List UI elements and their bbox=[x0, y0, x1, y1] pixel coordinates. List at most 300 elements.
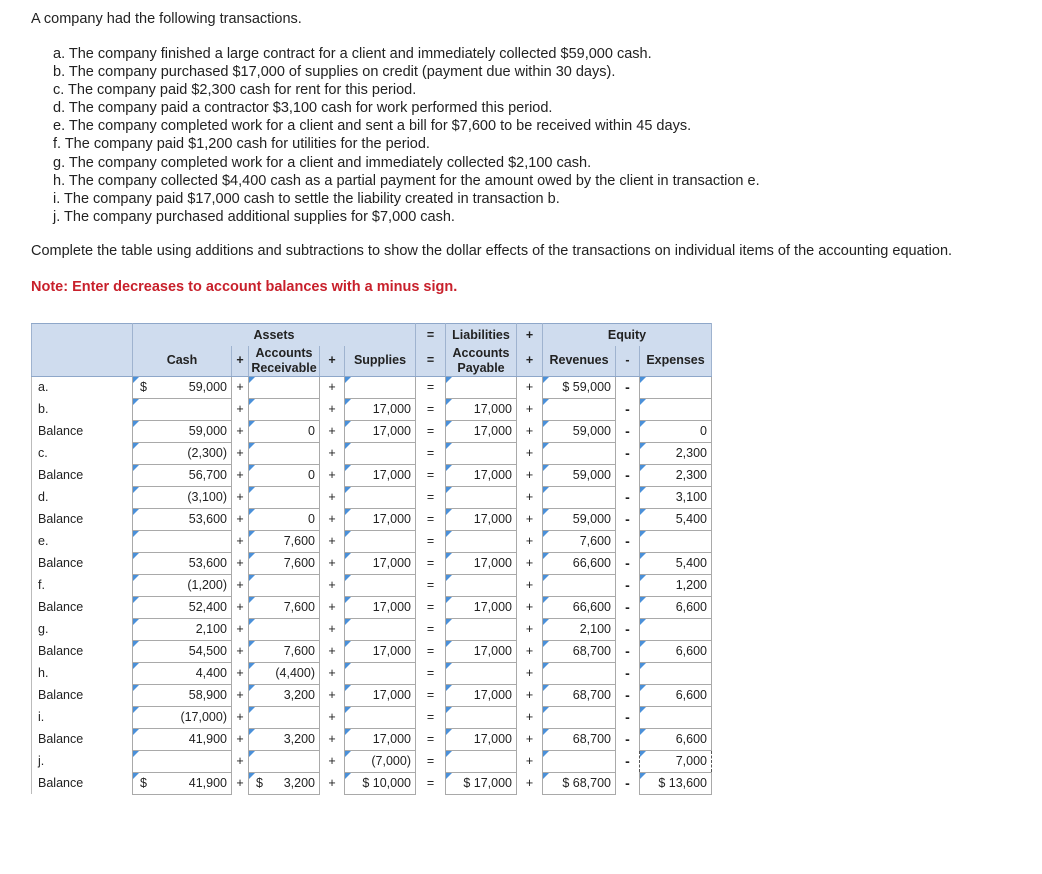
cell-value: 7,600 bbox=[283, 534, 315, 548]
expenses-cell[interactable] bbox=[640, 420, 712, 442]
transaction-b: b. The company purchased $17,000 of supplies on credit (payment due within 30 days). bbox=[53, 64, 616, 81]
equals-sign: = bbox=[426, 710, 435, 724]
cell-value: $ 13,600 bbox=[658, 776, 707, 790]
cell-value: $ 17,000 bbox=[463, 776, 512, 790]
accounts-payable-cell[interactable] bbox=[446, 420, 517, 442]
minus-sign: - bbox=[625, 511, 630, 527]
cell-value: 7,000 bbox=[675, 754, 707, 768]
table-row bbox=[32, 684, 712, 706]
row-label: e. bbox=[32, 530, 133, 552]
cell-value: 17,000 bbox=[372, 644, 411, 658]
accounts-payable-cell[interactable] bbox=[446, 640, 517, 662]
plus-sign: + bbox=[328, 490, 336, 504]
transaction-a: a. The company finished a large contract for a client and immediately collected $59,000 cash. bbox=[53, 46, 652, 62]
cell-value: 17,000 bbox=[372, 402, 411, 416]
cell-value: 2,100 bbox=[195, 622, 227, 636]
revenues-cell[interactable] bbox=[543, 618, 616, 640]
row-label: Balance bbox=[32, 464, 133, 486]
accounts-receivable-cell[interactable] bbox=[249, 464, 320, 486]
revenues-cell[interactable] bbox=[543, 662, 616, 684]
plus-sign: + bbox=[328, 776, 336, 790]
cash-cell[interactable] bbox=[133, 420, 232, 442]
revenues-cell[interactable] bbox=[543, 640, 616, 662]
row-label: j. bbox=[32, 750, 133, 772]
minus-sign: - bbox=[625, 467, 630, 483]
transaction-f: f. The company paid $1,200 cash for utilities for the period. bbox=[53, 136, 430, 153]
supplies-cell[interactable] bbox=[345, 728, 416, 750]
supplies-cell[interactable] bbox=[345, 442, 416, 464]
accounts-receivable-cell[interactable] bbox=[249, 772, 320, 794]
equals-sign: = bbox=[426, 776, 435, 790]
cell-value: 54,500 bbox=[188, 644, 227, 658]
row-label: Balance bbox=[32, 552, 133, 574]
cell-value: (3,100) bbox=[187, 490, 227, 504]
plus-sign: + bbox=[525, 578, 534, 592]
cell-value: 17,000 bbox=[473, 402, 512, 416]
cell-value: 17,000 bbox=[372, 732, 411, 746]
cell-value: 17,000 bbox=[473, 556, 512, 570]
cell-value: 0 bbox=[308, 468, 315, 482]
table-row bbox=[32, 640, 712, 662]
accounts-receivable-cell[interactable] bbox=[249, 618, 320, 640]
plus-sign: + bbox=[525, 534, 534, 548]
cash-cell[interactable] bbox=[133, 442, 232, 464]
plus-sign: + bbox=[525, 688, 534, 702]
accounts-payable-cell[interactable] bbox=[446, 376, 517, 398]
revenues-cell[interactable] bbox=[543, 376, 616, 398]
revenues-cell[interactable] bbox=[543, 442, 616, 464]
revenues-cell[interactable] bbox=[543, 706, 616, 728]
row-label: Balance bbox=[32, 508, 133, 530]
revenues-cell[interactable] bbox=[543, 464, 616, 486]
equals-sign: = bbox=[426, 644, 435, 658]
cell-value: 7,600 bbox=[283, 600, 315, 614]
supplies-cell[interactable] bbox=[345, 640, 416, 662]
table-row bbox=[32, 376, 712, 398]
expenses-cell[interactable] bbox=[640, 662, 712, 684]
expenses-cell[interactable] bbox=[640, 618, 712, 640]
equals-header: = bbox=[416, 346, 446, 377]
plus-sign: + bbox=[328, 578, 336, 592]
minus-sign: - bbox=[625, 379, 630, 396]
cell-value: 6,600 bbox=[675, 732, 707, 746]
cell-value: 59,000 bbox=[188, 380, 227, 394]
minus-sign: - bbox=[625, 687, 630, 703]
plus-sign: + bbox=[525, 710, 534, 724]
cash-cell[interactable] bbox=[133, 530, 232, 552]
cash-cell[interactable] bbox=[133, 662, 232, 684]
accounts-payable-cell[interactable] bbox=[446, 684, 517, 706]
cell-value: 58,900 bbox=[188, 688, 227, 702]
accounts-receivable-cell[interactable] bbox=[249, 486, 320, 508]
cell-value: 17,000 bbox=[473, 600, 512, 614]
cell-value: 1,200 bbox=[675, 578, 707, 592]
accounts-payable-cell[interactable] bbox=[446, 662, 517, 684]
revenues-cell[interactable] bbox=[543, 772, 616, 794]
cell-value: 2,100 bbox=[579, 622, 611, 636]
cell-value: 59,000 bbox=[572, 424, 611, 438]
accounts-receivable-cell[interactable] bbox=[249, 728, 320, 750]
transaction-e: e. The company completed work for a client and sent a bill for $7,600 to be received within 45 days. bbox=[53, 118, 692, 135]
row-label: g. bbox=[32, 618, 133, 640]
revenues-cell[interactable] bbox=[543, 574, 616, 596]
plus-sign: + bbox=[328, 732, 336, 746]
plus-sign: + bbox=[328, 512, 336, 526]
plus-sign: + bbox=[525, 622, 534, 636]
plus-sign: + bbox=[525, 600, 534, 614]
plus-sign: + bbox=[525, 556, 534, 570]
cell-value: 5,400 bbox=[675, 512, 707, 526]
cell-value: 0 bbox=[308, 424, 315, 438]
accounts-payable-cell[interactable] bbox=[446, 706, 517, 728]
minus-sign: - bbox=[625, 533, 630, 549]
plus-header: + bbox=[517, 324, 543, 346]
expenses-cell[interactable] bbox=[640, 486, 712, 508]
cash-cell[interactable] bbox=[133, 552, 232, 574]
equals-sign: = bbox=[426, 424, 435, 438]
plus-sign: + bbox=[328, 556, 336, 570]
accounts-payable-cell[interactable] bbox=[446, 398, 517, 420]
cash-cell[interactable] bbox=[133, 574, 232, 596]
table-row bbox=[32, 530, 712, 552]
supplies-cell[interactable] bbox=[345, 618, 416, 640]
accounts-receivable-cell[interactable] bbox=[249, 706, 320, 728]
plus-sign: + bbox=[525, 424, 534, 438]
cash-cell[interactable] bbox=[133, 640, 232, 662]
equals-sign: = bbox=[426, 556, 435, 570]
accounts-payable-cell[interactable] bbox=[446, 574, 517, 596]
minus-sign: - bbox=[625, 709, 630, 725]
expenses-cell[interactable] bbox=[640, 398, 712, 420]
table-row bbox=[32, 596, 712, 618]
minus-sign: - bbox=[625, 775, 630, 791]
expenses-cell[interactable] bbox=[640, 530, 712, 552]
expenses-cell[interactable] bbox=[640, 640, 712, 662]
accounts-payable-cell[interactable] bbox=[446, 508, 517, 530]
equity-header: Equity bbox=[543, 324, 712, 346]
cell-value: 68,700 bbox=[572, 644, 611, 658]
accounts-receivable-cell[interactable] bbox=[249, 442, 320, 464]
accounts-receivable-cell[interactable] bbox=[249, 750, 320, 772]
cash-cell[interactable] bbox=[133, 398, 232, 420]
plus-sign: + bbox=[328, 468, 336, 482]
cell-value: 17,000 bbox=[372, 556, 411, 570]
cash-cell[interactable] bbox=[133, 772, 232, 794]
cell-value: 59,000 bbox=[188, 424, 227, 438]
equals-sign: = bbox=[426, 688, 435, 702]
minus-sign: - bbox=[625, 665, 630, 681]
accounts-payable-cell[interactable] bbox=[446, 464, 517, 486]
supplies-cell[interactable] bbox=[345, 596, 416, 618]
accounts-receivable-cell[interactable] bbox=[249, 398, 320, 420]
accounts-receivable-cell[interactable] bbox=[249, 508, 320, 530]
row-label: Balance bbox=[32, 684, 133, 706]
cash-cell[interactable] bbox=[133, 508, 232, 530]
cell-value: (17,000) bbox=[180, 710, 227, 724]
plus-sign: + bbox=[328, 688, 336, 702]
note-text: Note: Enter decreases to account balances with a minus sign. bbox=[31, 279, 458, 295]
revenues-cell[interactable] bbox=[543, 486, 616, 508]
cell-value: 4,400 bbox=[195, 666, 227, 680]
cell-value: (4,400) bbox=[275, 666, 315, 680]
transaction-c: c. The company paid $2,300 cash for rent for this period. bbox=[53, 82, 417, 99]
plus-sign: + bbox=[328, 644, 336, 658]
supplies-cell[interactable] bbox=[345, 486, 416, 508]
transaction-j: j. The company purchased additional supplies for $7,000 cash. bbox=[53, 208, 455, 225]
cash-cell[interactable] bbox=[133, 376, 232, 398]
plus-sign: + bbox=[525, 732, 534, 746]
plus-header: + bbox=[232, 346, 249, 377]
cell-value: $ 59,000 bbox=[562, 380, 611, 394]
expenses-cell[interactable] bbox=[640, 772, 712, 794]
minus-sign: - bbox=[625, 621, 630, 637]
plus-sign: + bbox=[236, 732, 244, 746]
equals-sign: = bbox=[426, 578, 435, 592]
plus-sign: + bbox=[328, 710, 336, 724]
equals-sign: = bbox=[426, 622, 435, 636]
accounts-payable-cell[interactable] bbox=[446, 750, 517, 772]
supplies-cell[interactable] bbox=[345, 750, 416, 772]
table-row bbox=[32, 464, 712, 486]
revenues-cell[interactable] bbox=[543, 684, 616, 706]
row-label: Balance bbox=[32, 420, 133, 442]
accounts-payable-cell[interactable] bbox=[446, 486, 517, 508]
cell-value: 3,200 bbox=[283, 688, 315, 702]
plus-header: + bbox=[517, 346, 543, 377]
table-row bbox=[32, 618, 712, 640]
minus-sign: - bbox=[625, 577, 630, 593]
revenues-cell[interactable] bbox=[543, 552, 616, 574]
row-label: b. bbox=[32, 398, 133, 420]
cash-cell[interactable] bbox=[133, 706, 232, 728]
accounts-payable-header: Accounts Payable bbox=[446, 346, 517, 377]
instruction-text: Complete the table using additions and subtractions to show the dollar effects of the transactions on individual items of the accounting equation. bbox=[31, 243, 953, 259]
cell-value: 53,600 bbox=[188, 512, 227, 526]
supplies-cell[interactable] bbox=[345, 420, 416, 442]
cell-value: 68,700 bbox=[572, 688, 611, 702]
equals-sign: = bbox=[426, 490, 435, 504]
cell-value: 68,700 bbox=[572, 732, 611, 746]
minus-sign: - bbox=[625, 401, 630, 417]
cell-value: 17,000 bbox=[473, 644, 512, 658]
plus-sign: + bbox=[236, 666, 244, 680]
equals-sign: = bbox=[426, 666, 435, 680]
expenses-cell[interactable] bbox=[640, 508, 712, 530]
accounts-payable-cell[interactable] bbox=[446, 596, 517, 618]
row-label: a. bbox=[32, 376, 133, 398]
equals-sign: = bbox=[426, 468, 435, 482]
minus-sign: - bbox=[625, 445, 630, 461]
table-row bbox=[32, 728, 712, 750]
plus-sign: + bbox=[525, 644, 534, 658]
expenses-cell[interactable] bbox=[640, 376, 712, 398]
supplies-cell[interactable] bbox=[345, 574, 416, 596]
table-row bbox=[32, 442, 712, 464]
supplies-cell[interactable] bbox=[345, 684, 416, 706]
accounts-payable-cell[interactable] bbox=[446, 618, 517, 640]
plus-sign: + bbox=[328, 622, 336, 636]
revenues-cell[interactable] bbox=[543, 398, 616, 420]
cell-value: 2,300 bbox=[675, 446, 707, 460]
table-row bbox=[32, 750, 712, 772]
cell-value: 17,000 bbox=[372, 600, 411, 614]
expenses-cell[interactable] bbox=[640, 684, 712, 706]
revenues-cell[interactable] bbox=[543, 750, 616, 772]
cash-header: Cash bbox=[133, 346, 232, 377]
accounts-payable-cell[interactable] bbox=[446, 442, 517, 464]
cell-value: 59,000 bbox=[572, 468, 611, 482]
supplies-cell[interactable] bbox=[345, 772, 416, 794]
plus-sign: + bbox=[525, 754, 534, 768]
supplies-cell[interactable] bbox=[345, 508, 416, 530]
cash-cell[interactable] bbox=[133, 596, 232, 618]
accounting-equation-table bbox=[31, 323, 712, 795]
dollar-sign: $ bbox=[140, 776, 147, 790]
minus-sign: - bbox=[625, 599, 630, 615]
equals-sign: = bbox=[426, 512, 435, 526]
row-label: i. bbox=[32, 706, 133, 728]
accounts-payable-cell[interactable] bbox=[446, 530, 517, 552]
plus-sign: + bbox=[328, 600, 336, 614]
expenses-cell[interactable] bbox=[640, 728, 712, 750]
plus-sign: + bbox=[236, 754, 244, 768]
supplies-cell[interactable] bbox=[345, 464, 416, 486]
plus-sign: + bbox=[525, 776, 534, 790]
cash-cell[interactable] bbox=[133, 750, 232, 772]
accounts-receivable-cell[interactable] bbox=[249, 574, 320, 596]
cell-value: 7,600 bbox=[283, 644, 315, 658]
cell-value: 17,000 bbox=[473, 688, 512, 702]
cash-cell[interactable] bbox=[133, 684, 232, 706]
cell-value: 66,600 bbox=[572, 556, 611, 570]
accounts-receivable-cell[interactable] bbox=[249, 420, 320, 442]
plus-sign: + bbox=[236, 688, 244, 702]
cell-value: 17,000 bbox=[473, 732, 512, 746]
cell-value: 5,400 bbox=[675, 556, 707, 570]
row-label: Balance bbox=[32, 728, 133, 750]
minus-sign: - bbox=[625, 423, 630, 439]
supplies-cell[interactable] bbox=[345, 552, 416, 574]
cell-value: $ 68,700 bbox=[562, 776, 611, 790]
revenues-cell[interactable] bbox=[543, 596, 616, 618]
plus-sign: + bbox=[236, 776, 244, 790]
accounts-payable-cell[interactable] bbox=[446, 728, 517, 750]
supplies-cell[interactable] bbox=[345, 376, 416, 398]
plus-sign: + bbox=[328, 754, 336, 768]
cell-value: 52,400 bbox=[188, 600, 227, 614]
expenses-cell[interactable] bbox=[640, 552, 712, 574]
revenues-cell[interactable] bbox=[543, 508, 616, 530]
assets-header: Assets bbox=[133, 324, 416, 346]
equals-sign: = bbox=[426, 732, 435, 746]
problem-intro: A company had the following transactions. bbox=[31, 11, 302, 27]
plus-sign: + bbox=[236, 380, 244, 395]
revenues-header: Revenues bbox=[543, 346, 616, 377]
accounts-receivable-cell[interactable] bbox=[249, 640, 320, 662]
supplies-cell[interactable] bbox=[345, 530, 416, 552]
cell-value: 59,000 bbox=[572, 512, 611, 526]
header-blank bbox=[32, 324, 133, 346]
row-label: Balance bbox=[32, 640, 133, 662]
cell-value: (2,300) bbox=[187, 446, 227, 460]
expenses-cell[interactable] bbox=[640, 464, 712, 486]
plus-sign: + bbox=[328, 446, 336, 460]
supplies-cell[interactable] bbox=[345, 662, 416, 684]
plus-sign: + bbox=[236, 578, 244, 592]
accounts-payable-cell[interactable] bbox=[446, 772, 517, 794]
plus-sign: + bbox=[236, 710, 244, 724]
cash-cell[interactable] bbox=[133, 486, 232, 508]
plus-sign: + bbox=[236, 402, 244, 416]
supplies-header: Supplies bbox=[345, 346, 416, 377]
cell-value: 6,600 bbox=[675, 688, 707, 702]
plus-sign: + bbox=[236, 556, 244, 570]
accounts-receivable-cell[interactable] bbox=[249, 596, 320, 618]
table-row bbox=[32, 552, 712, 574]
cell-value: 3,200 bbox=[283, 776, 315, 790]
row-label: f. bbox=[32, 574, 133, 596]
cash-cell[interactable] bbox=[133, 464, 232, 486]
column-header-row bbox=[32, 346, 712, 377]
plus-sign: + bbox=[236, 490, 244, 504]
expenses-cell[interactable] bbox=[640, 750, 712, 772]
revenues-cell[interactable] bbox=[543, 420, 616, 442]
table-row bbox=[32, 662, 712, 684]
plus-header: + bbox=[320, 346, 345, 377]
plus-sign: + bbox=[525, 512, 534, 526]
plus-sign: + bbox=[328, 424, 336, 438]
row-label: c. bbox=[32, 442, 133, 464]
plus-sign: + bbox=[525, 490, 534, 504]
cash-cell[interactable] bbox=[133, 728, 232, 750]
accounts-receivable-cell[interactable] bbox=[249, 662, 320, 684]
cell-value: (7,000) bbox=[371, 754, 411, 768]
table-row bbox=[32, 706, 712, 728]
expenses-cell[interactable] bbox=[640, 596, 712, 618]
cell-value: $ 10,000 bbox=[362, 776, 411, 790]
supplies-cell[interactable] bbox=[345, 398, 416, 420]
cell-value: 2,300 bbox=[675, 468, 707, 482]
cell-value: 3,100 bbox=[675, 490, 707, 504]
revenues-cell[interactable] bbox=[543, 728, 616, 750]
cell-value: 0 bbox=[308, 512, 315, 526]
transaction-i: i. The company paid $17,000 cash to settle the liability created in transaction b. bbox=[53, 190, 560, 207]
revenues-cell[interactable] bbox=[543, 530, 616, 552]
cell-value: 17,000 bbox=[372, 512, 411, 526]
minus-sign: - bbox=[625, 643, 630, 659]
equals-sign: = bbox=[426, 380, 435, 395]
plus-sign: + bbox=[236, 512, 244, 526]
cell-value: 7,600 bbox=[579, 534, 611, 548]
supplies-cell[interactable] bbox=[345, 706, 416, 728]
accounts-receivable-cell[interactable] bbox=[249, 552, 320, 574]
cash-cell[interactable] bbox=[133, 618, 232, 640]
plus-sign: + bbox=[525, 666, 534, 680]
cell-value: 41,900 bbox=[188, 732, 227, 746]
plus-sign: + bbox=[328, 380, 336, 395]
liabilities-header: Liabilities bbox=[446, 324, 517, 346]
accounts-payable-cell[interactable] bbox=[446, 552, 517, 574]
cell-value: 17,000 bbox=[473, 468, 512, 482]
accounts-receivable-cell[interactable] bbox=[249, 376, 320, 398]
accounts-receivable-cell[interactable] bbox=[249, 530, 320, 552]
expenses-cell[interactable] bbox=[640, 442, 712, 464]
expenses-cell[interactable] bbox=[640, 706, 712, 728]
cell-value: 3,200 bbox=[283, 732, 315, 746]
accounts-receivable-cell[interactable] bbox=[249, 684, 320, 706]
expenses-cell[interactable] bbox=[640, 574, 712, 596]
table-row bbox=[32, 508, 712, 530]
